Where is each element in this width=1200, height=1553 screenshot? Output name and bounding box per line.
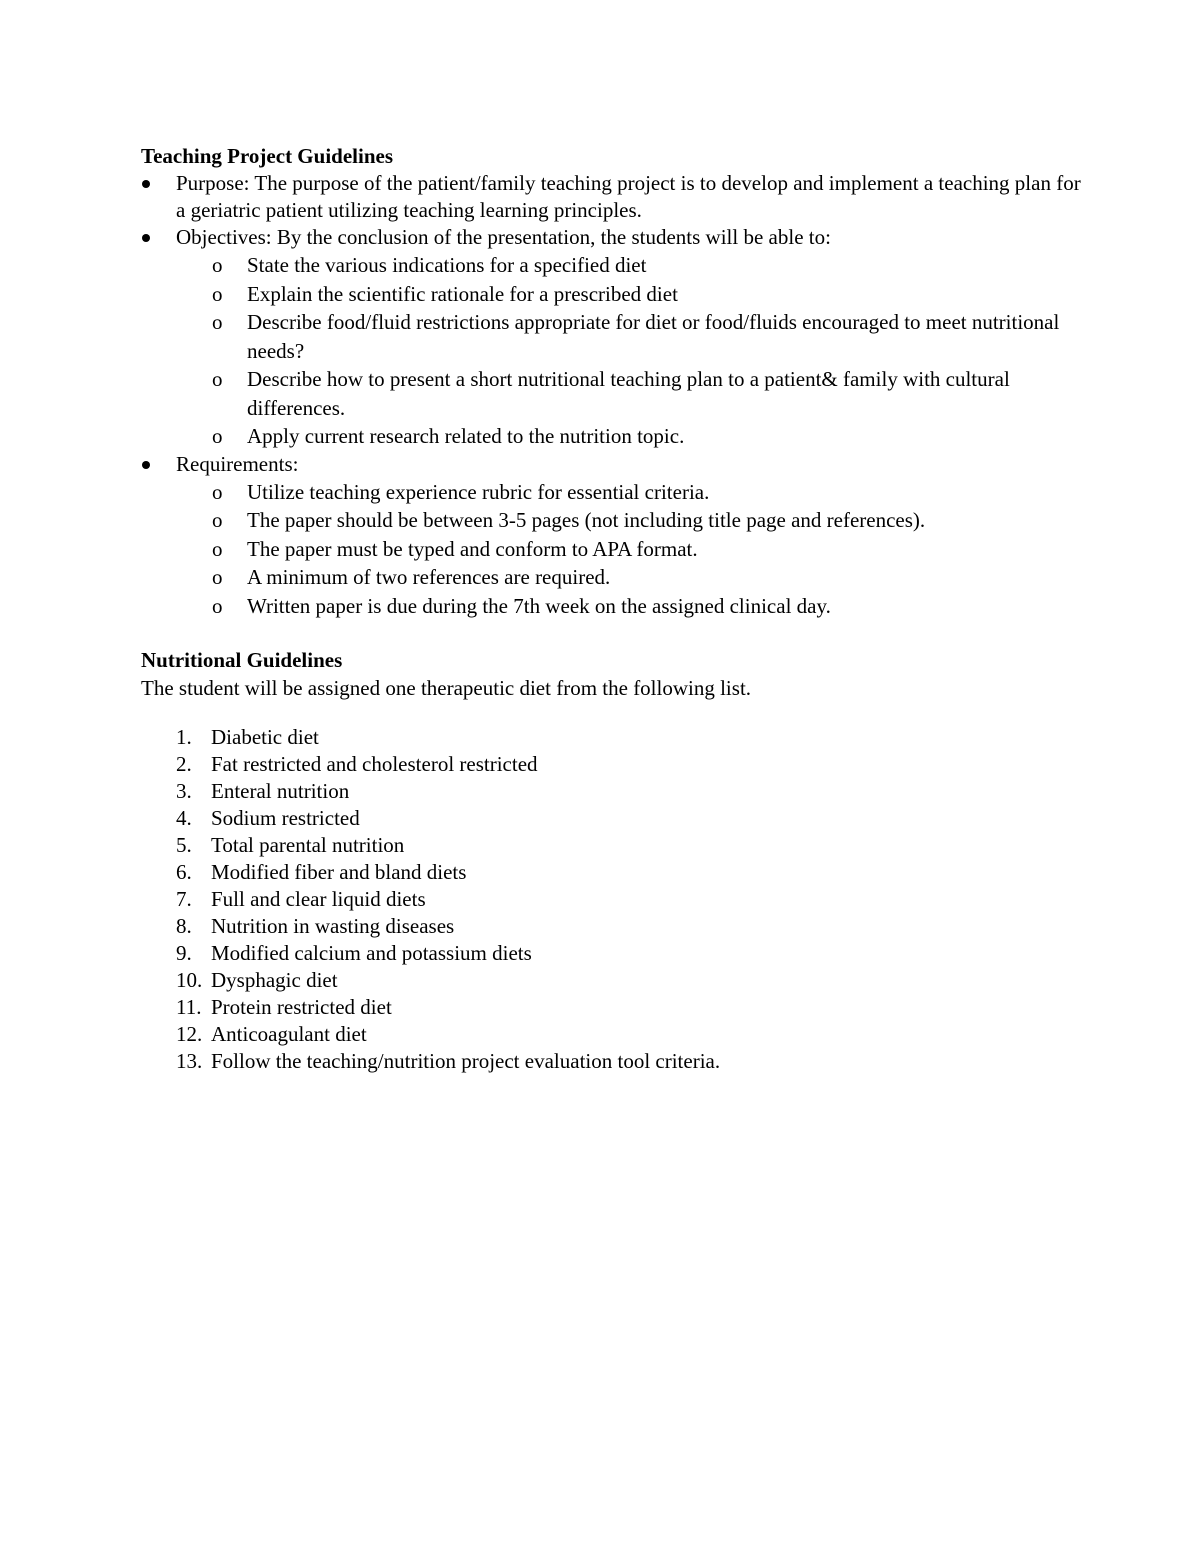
diet-name: Diabetic diet (211, 725, 319, 749)
nutritional-guidelines-heading: Nutritional Guidelines (141, 648, 343, 672)
objective-item (141, 251, 1081, 280)
diet-list-item (141, 994, 1081, 1021)
diet-name: Modified fiber and bland diets (211, 860, 467, 884)
list-number: 10. (176, 968, 203, 992)
list-number: 3. (176, 779, 192, 803)
requirement-item (141, 535, 1081, 564)
diet-name: Follow the teaching/nutrition project evaluation tool criteria. (211, 1049, 721, 1073)
objective-text: State the various indications for a specified diet (247, 253, 647, 277)
diet-name: Nutrition in wasting diseases (211, 914, 455, 938)
diet-name: Fat restricted and cholesterol restricted (211, 752, 538, 776)
diet-list-item (141, 778, 1081, 805)
diet-list-item (141, 751, 1081, 778)
circle-bullet-icon: o (212, 253, 223, 277)
diet-list-item (141, 940, 1081, 967)
section-spacer (141, 620, 1081, 646)
diet-list-item (141, 967, 1081, 994)
diet-list-item (141, 832, 1081, 859)
requirements-intro: Requirements: (176, 451, 299, 476)
list-spacer (141, 702, 1081, 724)
circle-bullet-icon: o (212, 536, 223, 561)
objective-item (141, 280, 1081, 309)
requirement-text: The paper should be between 3-5 pages (not including title page and references). (247, 508, 926, 532)
list-number: 8. (176, 914, 192, 938)
list-number: 2. (176, 752, 192, 776)
diet-name: Anticoagulant diet (211, 1022, 367, 1046)
diet-name: Total parental nutrition (211, 833, 405, 857)
requirements-item (141, 451, 1081, 478)
objective-item (141, 422, 1081, 451)
diet-name: Full and clear liquid diets (211, 887, 426, 911)
diet-list-item (141, 886, 1081, 913)
purpose-item (141, 170, 1081, 224)
diet-list-item (141, 724, 1081, 751)
circle-bullet-icon: o (212, 593, 223, 618)
circle-bullet-icon: o (212, 367, 223, 391)
objective-text: Apply current research related to the nutrition topic. (247, 424, 685, 448)
diet-list-item (141, 1048, 1081, 1075)
objective-text: Describe food/fluid restrictions appropriate for diet or food/fluids encouraged to meet nutritional needs? (247, 310, 1060, 363)
circle-bullet-icon: o (212, 310, 223, 334)
diet-name: Enteral nutrition (211, 779, 350, 803)
objective-text: Describe how to present a short nutritional teaching plan to a patient& family with cultural differences. (247, 367, 1010, 420)
document-page (141, 142, 1081, 1075)
requirement-text: Utilize teaching experience rubric for essential criteria. (247, 479, 710, 504)
list-number: 12. (176, 1022, 203, 1046)
objective-text: Explain the scientific rationale for a prescribed diet (247, 281, 678, 306)
list-number: 4. (176, 806, 192, 830)
nutrition-intro: The student will be assigned one therapeutic diet from the following list. (141, 676, 752, 700)
diet-name: Sodium restricted (211, 806, 360, 830)
list-number: 7. (176, 887, 192, 911)
bullet-icon (142, 180, 150, 188)
list-number: 1. (176, 725, 192, 749)
list-number: 13. (176, 1049, 203, 1073)
circle-bullet-icon: o (212, 565, 223, 589)
objectives-intro: Objectives: By the conclusion of the presentation, the students will be able to: (176, 225, 831, 249)
diet-list-item (141, 805, 1081, 832)
diet-name: Protein restricted diet (211, 995, 392, 1019)
bullet-icon (142, 234, 150, 242)
purpose-text: Purpose: The purpose of the patient/family teaching project is to develop and implement a teaching plan for a geriatric patient utilizing teaching learning principles. (176, 171, 1081, 222)
circle-bullet-icon: o (212, 508, 223, 532)
list-number: 9. (176, 941, 192, 965)
requirement-text: Written paper is due during the 7th week on the assigned clinical day. (247, 593, 831, 618)
requirement-item (141, 563, 1081, 592)
requirement-item (141, 506, 1081, 535)
list-number: 5. (176, 833, 192, 857)
objectives-item (141, 224, 1081, 251)
requirement-text: The paper must be typed and conform to APA format. (247, 536, 698, 561)
requirement-item (141, 592, 1081, 621)
list-number: 11. (176, 995, 202, 1019)
objective-item (141, 308, 1081, 365)
circle-bullet-icon: o (212, 424, 223, 448)
diet-list-item (141, 859, 1081, 886)
teaching-guidelines-heading: Teaching Project Guidelines (141, 144, 393, 168)
diet-name: Modified calcium and potassium diets (211, 941, 532, 965)
objective-item (141, 365, 1081, 422)
bullet-icon (142, 461, 150, 469)
requirement-item (141, 478, 1081, 507)
list-number: 6. (176, 860, 192, 884)
diet-list-item (141, 913, 1081, 940)
diet-list-item (141, 1021, 1081, 1048)
diet-name: Dysphagic diet (211, 968, 338, 992)
requirement-text: A minimum of two references are required. (247, 565, 611, 589)
circle-bullet-icon: o (212, 281, 223, 306)
circle-bullet-icon: o (212, 479, 223, 504)
